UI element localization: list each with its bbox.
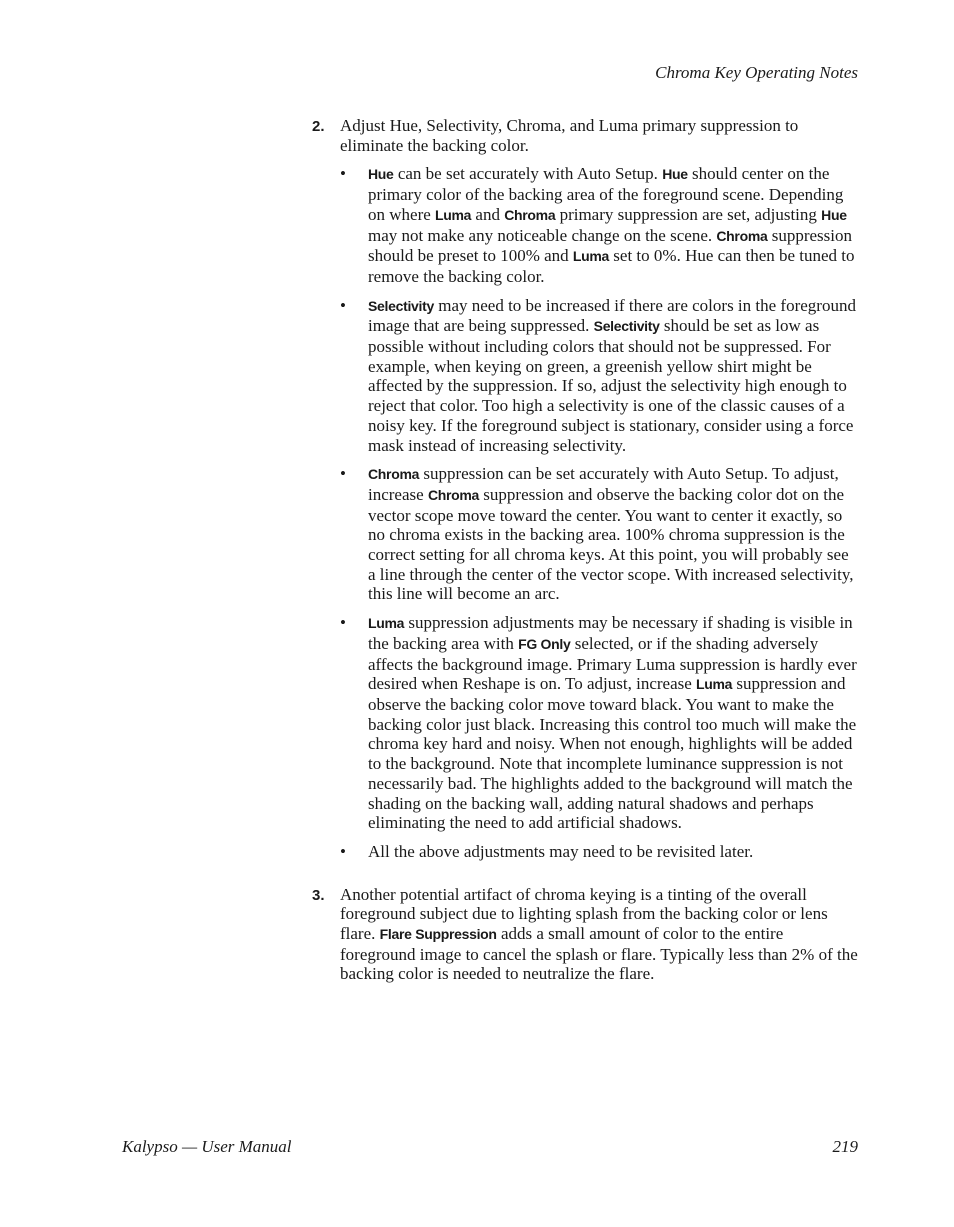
bullet-text (368, 296, 860, 456)
text-run: suppression and observe the backing color dot on the vector scope move toward the center. You want to center it exactly, so no chroma exists in the backing area. 100% chroma suppression is the correct setting for all chroma keys. At this point, you will probably see a line through the center of the vector scope. With increased selectivity, this line will become an arc. (368, 484, 854, 604)
bullet-text (368, 164, 860, 286)
bullet-selectivity (340, 296, 860, 456)
control-keyword: Chroma (368, 466, 420, 483)
control-keyword: Luma (696, 676, 733, 693)
bullet-text (368, 464, 860, 604)
bullet-text (368, 613, 860, 833)
footer-manual-title: Kalypso — User Manual (122, 1137, 292, 1156)
step-number: 3. (312, 886, 325, 904)
bullet-list (340, 164, 860, 861)
text-run: suppression and observe the backing color move toward black. You want to make the backing color just black. Increasing this control too much will make the chroma key hard and noisy. When not enough, highlights will be added to the background. Note that incomplete luminance suppression is not necessarily bad. The highlights added to the background will match the shading on the backing wall, adding natural shadows and perhaps eliminating the need to add artificial shadows. (368, 674, 857, 833)
text-run: may need to be increased if there are colors in the foreground image that are being suppressed. (368, 295, 856, 336)
step-body (340, 885, 860, 985)
control-keyword: Luma (572, 248, 610, 265)
control-keyword: Luma (368, 615, 405, 632)
control-keyword: Hue (821, 206, 847, 223)
running-header: Chroma Key Operating Notes (655, 63, 858, 82)
bullet-luma (340, 613, 860, 833)
control-keyword: Flare Suppression (379, 926, 497, 943)
text-run: and (471, 204, 505, 224)
text-run: suppression can be set accurately with Auto Setup. To adjust, increase (368, 464, 839, 504)
document-body (312, 116, 860, 998)
text-run: suppression adjustments may be necessary if shading is visible in the backing area with (368, 613, 853, 653)
bullet-dot-icon: • (340, 295, 346, 315)
step-body (340, 116, 860, 871)
control-keyword: FG Only (518, 635, 571, 652)
bullet-dot-icon: • (340, 613, 346, 633)
text-run: can be set accurately with Auto Setup. (393, 164, 663, 184)
control-keyword: Hue (368, 166, 394, 183)
text-run: selected, or if the shading adversely affects the background image. Primary Luma suppression is hardly ever desired when Reshape is on. To adjust, increase (368, 633, 857, 694)
control-keyword: Luma (435, 206, 472, 223)
text-run: Another potential artifact of chroma keying is a tinting of the overall foreground subject due to lighting splash from the backing color or lens flare. (340, 884, 828, 944)
text-run: may not make any noticeable change on the scene. (368, 225, 717, 245)
step-3 (312, 885, 860, 985)
text-run: adds a small amount of color to the entire foreground image to cancel the splash or flare. Typically less than 2% of the backing color is needed to neutralize the flare. (340, 924, 858, 984)
footer-page-number: 219 (832, 1137, 858, 1156)
control-keyword: Selectivity (368, 297, 434, 314)
control-keyword: Hue (662, 166, 688, 183)
bullet-dot-icon: • (340, 841, 346, 861)
text-run: All the above adjustments may need to be revisited later. (368, 841, 754, 861)
step-intro: Adjust Hue, Selectivity, Chroma, and Luma primary suppression to eliminate the backing color. (340, 116, 799, 155)
control-keyword: Chroma (427, 486, 480, 503)
step-text (340, 885, 860, 985)
text-run: should center on the primary color of the backing area of the foreground scene. Depending on where (368, 164, 844, 224)
bullet-revisit (340, 842, 860, 862)
step-2 (312, 116, 860, 871)
text-run: should be set as low as possible without including colors that should not be suppressed. For example, when keying on green, a greenish yellow shirt might be affected by the suppression. If so, adjust the selectivity high enough to reject that color. Too high a selectivity is one of the classic causes of a noisy key. If the foreground subject is stationary, consider using a force mask instead of increasing selectivity. (368, 316, 854, 455)
bullet-hue (340, 164, 860, 286)
bullet-dot-icon: • (340, 164, 346, 184)
control-keyword: Selectivity (593, 318, 660, 335)
control-keyword: Chroma (716, 227, 768, 244)
text-run: primary suppression are set, adjusting (555, 204, 822, 224)
step-number: 2. (312, 118, 325, 135)
bullet-chroma (340, 464, 860, 604)
bullet-dot-icon: • (340, 464, 346, 484)
control-keyword: Chroma (504, 206, 556, 223)
bullet-text (368, 842, 860, 862)
text-run: set to 0%. Hue can then be tuned to remove the backing color. (368, 246, 855, 286)
text-run: suppression should be preset to 100% and (368, 225, 852, 266)
